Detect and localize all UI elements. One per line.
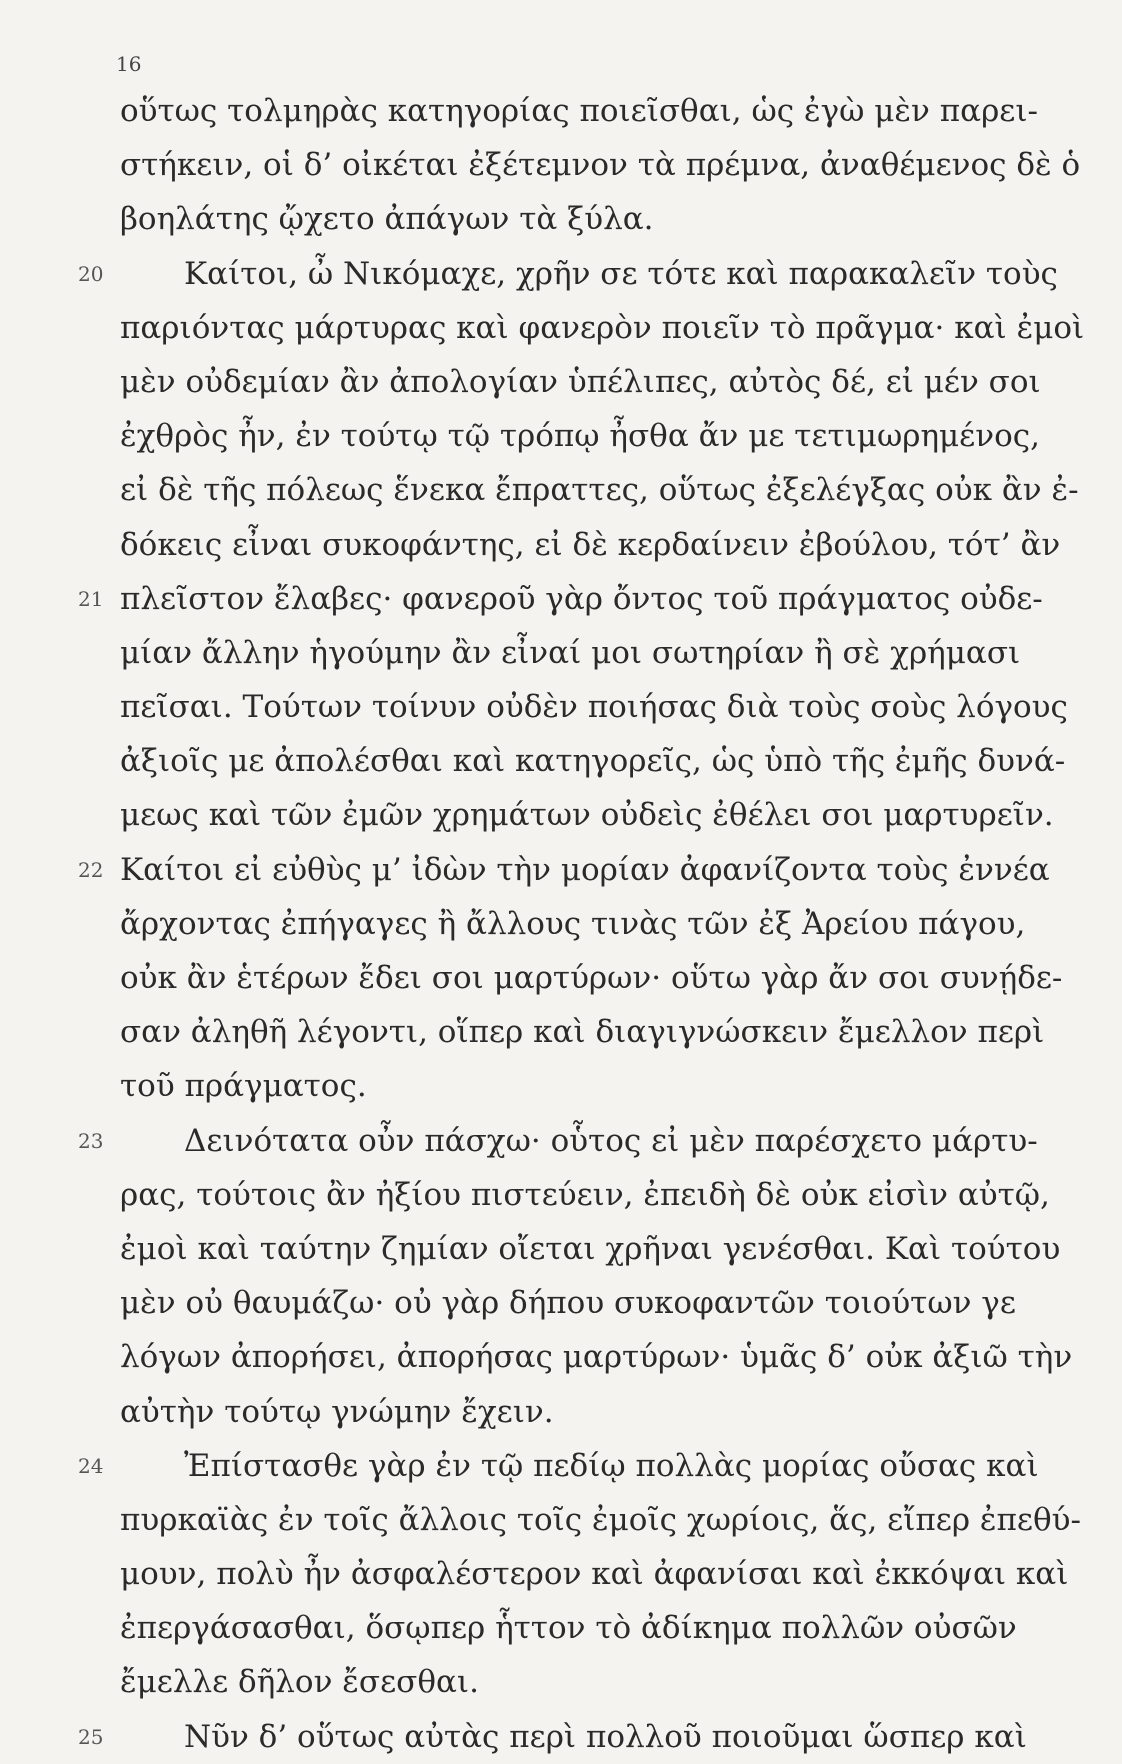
line-text: πεῖσαι. Τούτων τοίνυν οὐδὲν ποιήσας διὰ τοὺς σοὺς λόγους [120, 689, 1068, 726]
section-number: 21 [78, 586, 104, 611]
text-line [78, 1439, 1039, 1493]
line-text: σαν ἀληθῆ λέγοντι, οἵπερ καὶ διαγιγνώσκειν ἔμελλον περὶ [120, 1014, 1045, 1051]
line-text: ἄρχοντας ἐπήγαγες ἢ ἄλλους τινὰς τῶν ἐξ Ἀρείου πάγου, [120, 905, 1026, 942]
line-text: Καίτοι, ὦ Νικόμαχε, χρῆν σε τότε καὶ παρακαλεῖν τοὺς [184, 255, 1058, 292]
text-line [120, 1059, 982, 1113]
line-text: βοηλάτης ᾤχετο ἀπάγων τὰ ξύλα. [120, 201, 654, 238]
text-line [120, 626, 1021, 680]
line-text: πλεῖστον ἔλαβες· φανεροῦ γὰρ ὄντος τοῦ πράγματος οὐδε- [120, 580, 1043, 617]
text-line [120, 409, 1040, 463]
section-number: 25 [78, 1724, 104, 1749]
line-text: Ἐπίστασθε γὰρ ἐν τῷ πεδίῳ πολλὰς μορίας οὔσας καὶ [184, 1447, 1039, 1484]
body-text [78, 84, 1085, 1764]
line-text: δόκεις εἶναι συκοφάντης, εἰ δὲ κερδαίνειν ἐβούλου, τότ’ ἂν [120, 526, 1061, 563]
line-text: ἐπεργάσασθαι, ὅσῳπερ ἧττον τὸ ἀδίκημα πολλῶν οὐσῶν [120, 1610, 1017, 1647]
text-line [78, 843, 1050, 897]
section-number: 24 [78, 1453, 104, 1478]
line-text: ἀξιοῖς με ἀπολέσθαι καὶ κατηγορεῖς, ὡς ὑπὸ τῆς ἐμῆς δυνά- [120, 743, 1066, 780]
line-text: τοῦ πράγματος. [120, 1068, 367, 1105]
line-text: μουν, πολὺ ἦν ἀσφαλέστερον καὶ ἀφανίσαι καὶ ἐκκόψαι καὶ [120, 1556, 1069, 1593]
text-line [120, 84, 1038, 138]
text-line [120, 463, 1079, 517]
line-text: Δεινότατα οὖν πάσχω· οὗτος εἰ μὲν παρέσχετο μάρτυ- [184, 1122, 1038, 1159]
line-text: ἐμοὶ καὶ ταύτην ζημίαν οἴεται χρῆναι γενέσθαι. Καὶ τούτου [120, 1230, 1061, 1267]
line-text: ἔμελλε δῆλον ἔσεσθαι. [120, 1664, 479, 1701]
text-line [120, 1493, 1081, 1547]
line-text: μὲν οὐδεμίαν ἂν ἀπολογίαν ὑπέλιπες, αὐτὸς δέ, εἰ μέν σοι [120, 363, 1041, 400]
section-number: 20 [78, 261, 104, 286]
text-line [120, 788, 1054, 842]
text-line [120, 1601, 1017, 1655]
line-text: λόγων ἀπορήσει, ἀπορήσας μαρτύρων· ὑμᾶς δ’ οὐκ ἀξιῶ τὴν [120, 1339, 1073, 1376]
text-line [120, 734, 1066, 788]
text-line [120, 355, 1041, 409]
text-line [78, 1114, 1038, 1168]
text-line [120, 1330, 1073, 1384]
text-line [120, 1547, 1069, 1601]
page-number: 16 [116, 52, 142, 76]
text-line [120, 1168, 1050, 1222]
line-text: μεως καὶ τῶν ἐμῶν χρημάτων οὐδεὶς ἐθέλει σοι μαρτυρεῖν. [120, 797, 1054, 834]
section-number: 22 [78, 857, 104, 882]
text-line [120, 518, 1061, 572]
text-line [120, 1655, 982, 1709]
line-text: οὕτως τολμηρὰς κατηγορίας ποιεῖσθαι, ὡς ἐγὼ μὲν παρει- [120, 93, 1038, 129]
text-line [120, 680, 1068, 734]
text-line [120, 301, 1085, 355]
text-line [78, 247, 1058, 301]
line-text: μὲν οὐ θαυμάζω· οὐ γὰρ δήπου συκοφαντῶν τοιούτων γε [120, 1285, 1016, 1322]
text-line [120, 1385, 982, 1439]
line-text: εἰ δὲ τῆς πόλεως ἕνεκα ἔπραττες, οὕτως ἐξελέγξας οὐκ ἂν ἐ- [120, 472, 1079, 509]
line-text: πυρκαϊὰς ἐν τοῖς ἄλλοις τοῖς ἐμοῖς χωρίοις, ἅς, εἴπερ ἐπεθύ- [120, 1501, 1081, 1538]
line-text: οὐκ ἂν ἑτέρων ἔδει σοι μαρτύρων· οὕτω γὰρ ἄν σοι συνῄδε- [120, 960, 1063, 996]
text-line [120, 1222, 1061, 1276]
text-line [78, 572, 1043, 626]
text-line [120, 1276, 1016, 1330]
line-text: αὐτὴν τούτῳ γνώμην ἔχειν. [120, 1393, 554, 1430]
line-text: ρας, τούτοις ἂν ἠξίου πιστεύειν, ἐπειδὴ δὲ οὐκ εἰσὶν αὐτῷ, [120, 1176, 1050, 1213]
section-number: 23 [78, 1128, 104, 1153]
text-line [120, 138, 1081, 192]
text-line [120, 951, 1063, 1005]
line-text: μίαν ἄλλην ἡγούμην ἂν εἶναί μοι σωτηρίαν ἢ σὲ χρήμασι [120, 634, 1021, 671]
text-line [78, 1710, 1027, 1764]
line-text: ἐχθρὸς ἦν, ἐν τούτῳ τῷ τρόπῳ ἦσθα ἄν με τετιμωρημένος, [120, 418, 1040, 455]
text-line [120, 1005, 1045, 1059]
text-line [120, 192, 982, 246]
line-text: στήκειν, οἱ δ’ οἰκέται ἐξέτεμνον τὰ πρέμνα, ἀναθέμενος δὲ ὁ [120, 147, 1081, 184]
line-text: παριόντας μάρτυρας καὶ φανερὸν ποιεῖν τὸ πρᾶγμα· καὶ ἐμοὶ [120, 309, 1085, 346]
line-text: Νῦν δ’ οὕτως αὐτὰς περὶ πολλοῦ ποιοῦμαι ὥσπερ καὶ [184, 1718, 1027, 1755]
text-line [120, 897, 1026, 951]
line-text: Καίτοι εἰ εὐθὺς μ’ ἰδὼν τὴν μορίαν ἀφανίζοντα τοὺς ἐννέα [120, 851, 1050, 888]
